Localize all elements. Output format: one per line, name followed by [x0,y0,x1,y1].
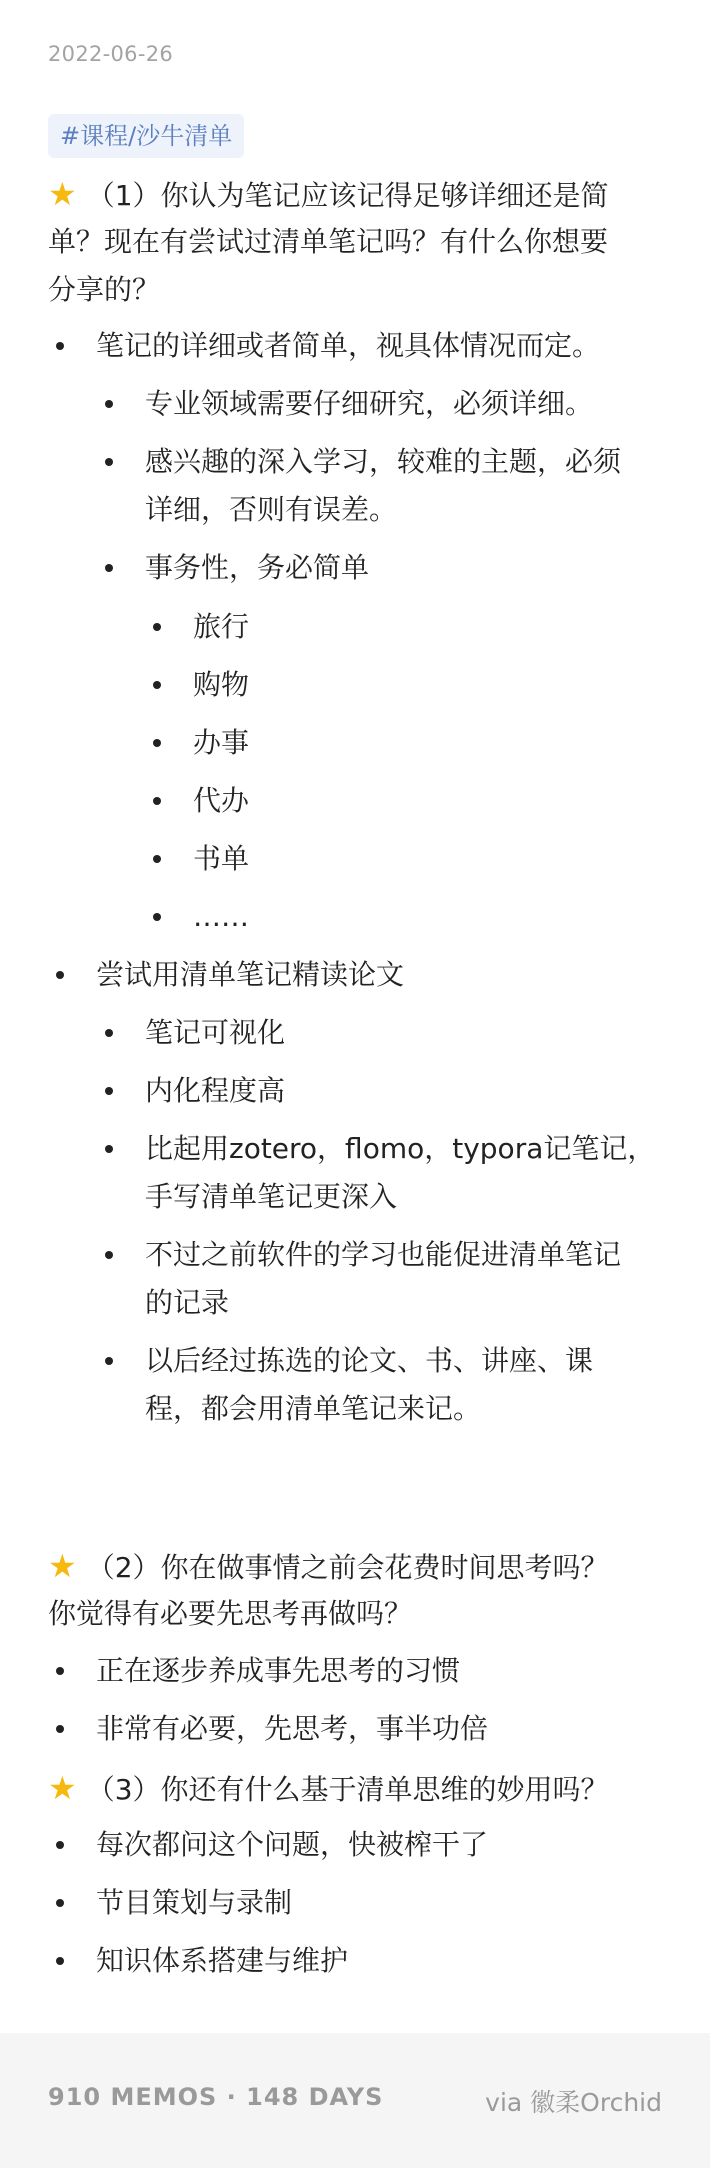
bullet-dot [153,681,161,689]
star-icon: ★ [48,1547,77,1585]
list-item-continuation: 手写清单笔记更深入 [145,1180,398,1213]
list-item: 购物 [193,661,249,709]
bullet-dot [153,913,161,921]
list-item: 笔记的详细或者简单，视具体情况而定。 [96,322,600,370]
list-item: 非常有必要，先思考，事半功倍 [96,1705,488,1753]
list-item: 知识体系搭建与维护 [96,1937,348,1985]
question-2-line-1: （2）你在做事情之前会花费时间思考吗？ [86,1551,609,1584]
memo-tag[interactable]: #课程/沙牛清单 [48,114,244,158]
bullet-dot [105,1087,113,1095]
list-item: 尝试用清单笔记精读论文 [96,951,404,999]
bullet-dot [56,1667,64,1675]
list-item: 事务性，务必简单 [145,544,369,592]
bullet-dot [105,564,113,572]
memo-date: 2022-06-26 [48,42,174,66]
bullet-dot [105,1251,113,1259]
bullet-dot [56,971,64,979]
list-item-continuation: 的记录 [145,1286,230,1319]
bullet-dot [153,797,161,805]
list-item: 代办 [193,777,249,825]
list-item-continuation: 详细，否则有误差。 [145,493,398,526]
memo-footer [0,2033,710,2168]
list-item: 比起用zotero，flomo，typora记笔记， [145,1125,655,1173]
bullet-dot [105,1145,113,1153]
bullet-dot [153,739,161,747]
via-attribution[interactable]: via 徽柔Orchid [485,2088,662,2117]
question-2-line-2: 你觉得有必要先思考再做吗？ [48,1597,413,1630]
list-item: 节目策划与录制 [96,1879,292,1927]
list-item: 以后经过拣选的论文、书、讲座、课 [145,1337,593,1385]
question-3 [48,1764,668,1814]
bullet-dot [56,1957,64,1965]
bullet-dot [56,342,64,350]
bullet-dot [105,400,113,408]
bullet-dot [56,1899,64,1907]
list-item: 书单 [193,835,249,883]
list-item: 每次都问这个问题，快被榨干了 [96,1821,488,1869]
question-1-line-1: （1）你认为笔记应该记得足够详细还是简 [86,179,609,212]
memo-stats: 910 MEMOS · 148 DAYS [48,2083,384,2111]
bullet-dot [105,458,113,466]
list-item: 笔记可视化 [145,1009,285,1057]
list-item: 办事 [193,719,249,767]
question-3-line-1: （3）你还有什么基于清单思维的妙用吗？ [86,1773,609,1806]
list-item: 旅行 [193,603,249,651]
list-item: 正在逐步养成事先思考的习惯 [96,1647,460,1695]
bullet-dot [56,1725,64,1733]
question-1-line-2: 单？现在有尝试过清单笔记吗？有什么你想要 [48,225,609,258]
list-item: 专业领域需要仔细研究，必须详细。 [145,380,593,428]
bullet-dot [153,623,161,631]
bullet-dot [105,1357,113,1365]
star-icon: ★ [48,1769,77,1807]
bullet-dot [105,1029,113,1037]
list-item: 感兴趣的深入学习，较难的主题，必须 [145,438,621,486]
list-item: 内化程度高 [145,1067,285,1115]
bullet-dot [153,855,161,863]
question-1 [48,170,668,220]
list-item: …… [193,893,249,941]
question-1-line-3: 分享的？ [48,273,161,306]
star-icon: ★ [48,175,77,213]
bullet-dot [56,1841,64,1849]
list-item-continuation: 程，都会用清单笔记来记。 [145,1392,482,1425]
question-2 [48,1542,668,1592]
list-item: 不过之前软件的学习也能促进清单笔记 [145,1231,621,1279]
